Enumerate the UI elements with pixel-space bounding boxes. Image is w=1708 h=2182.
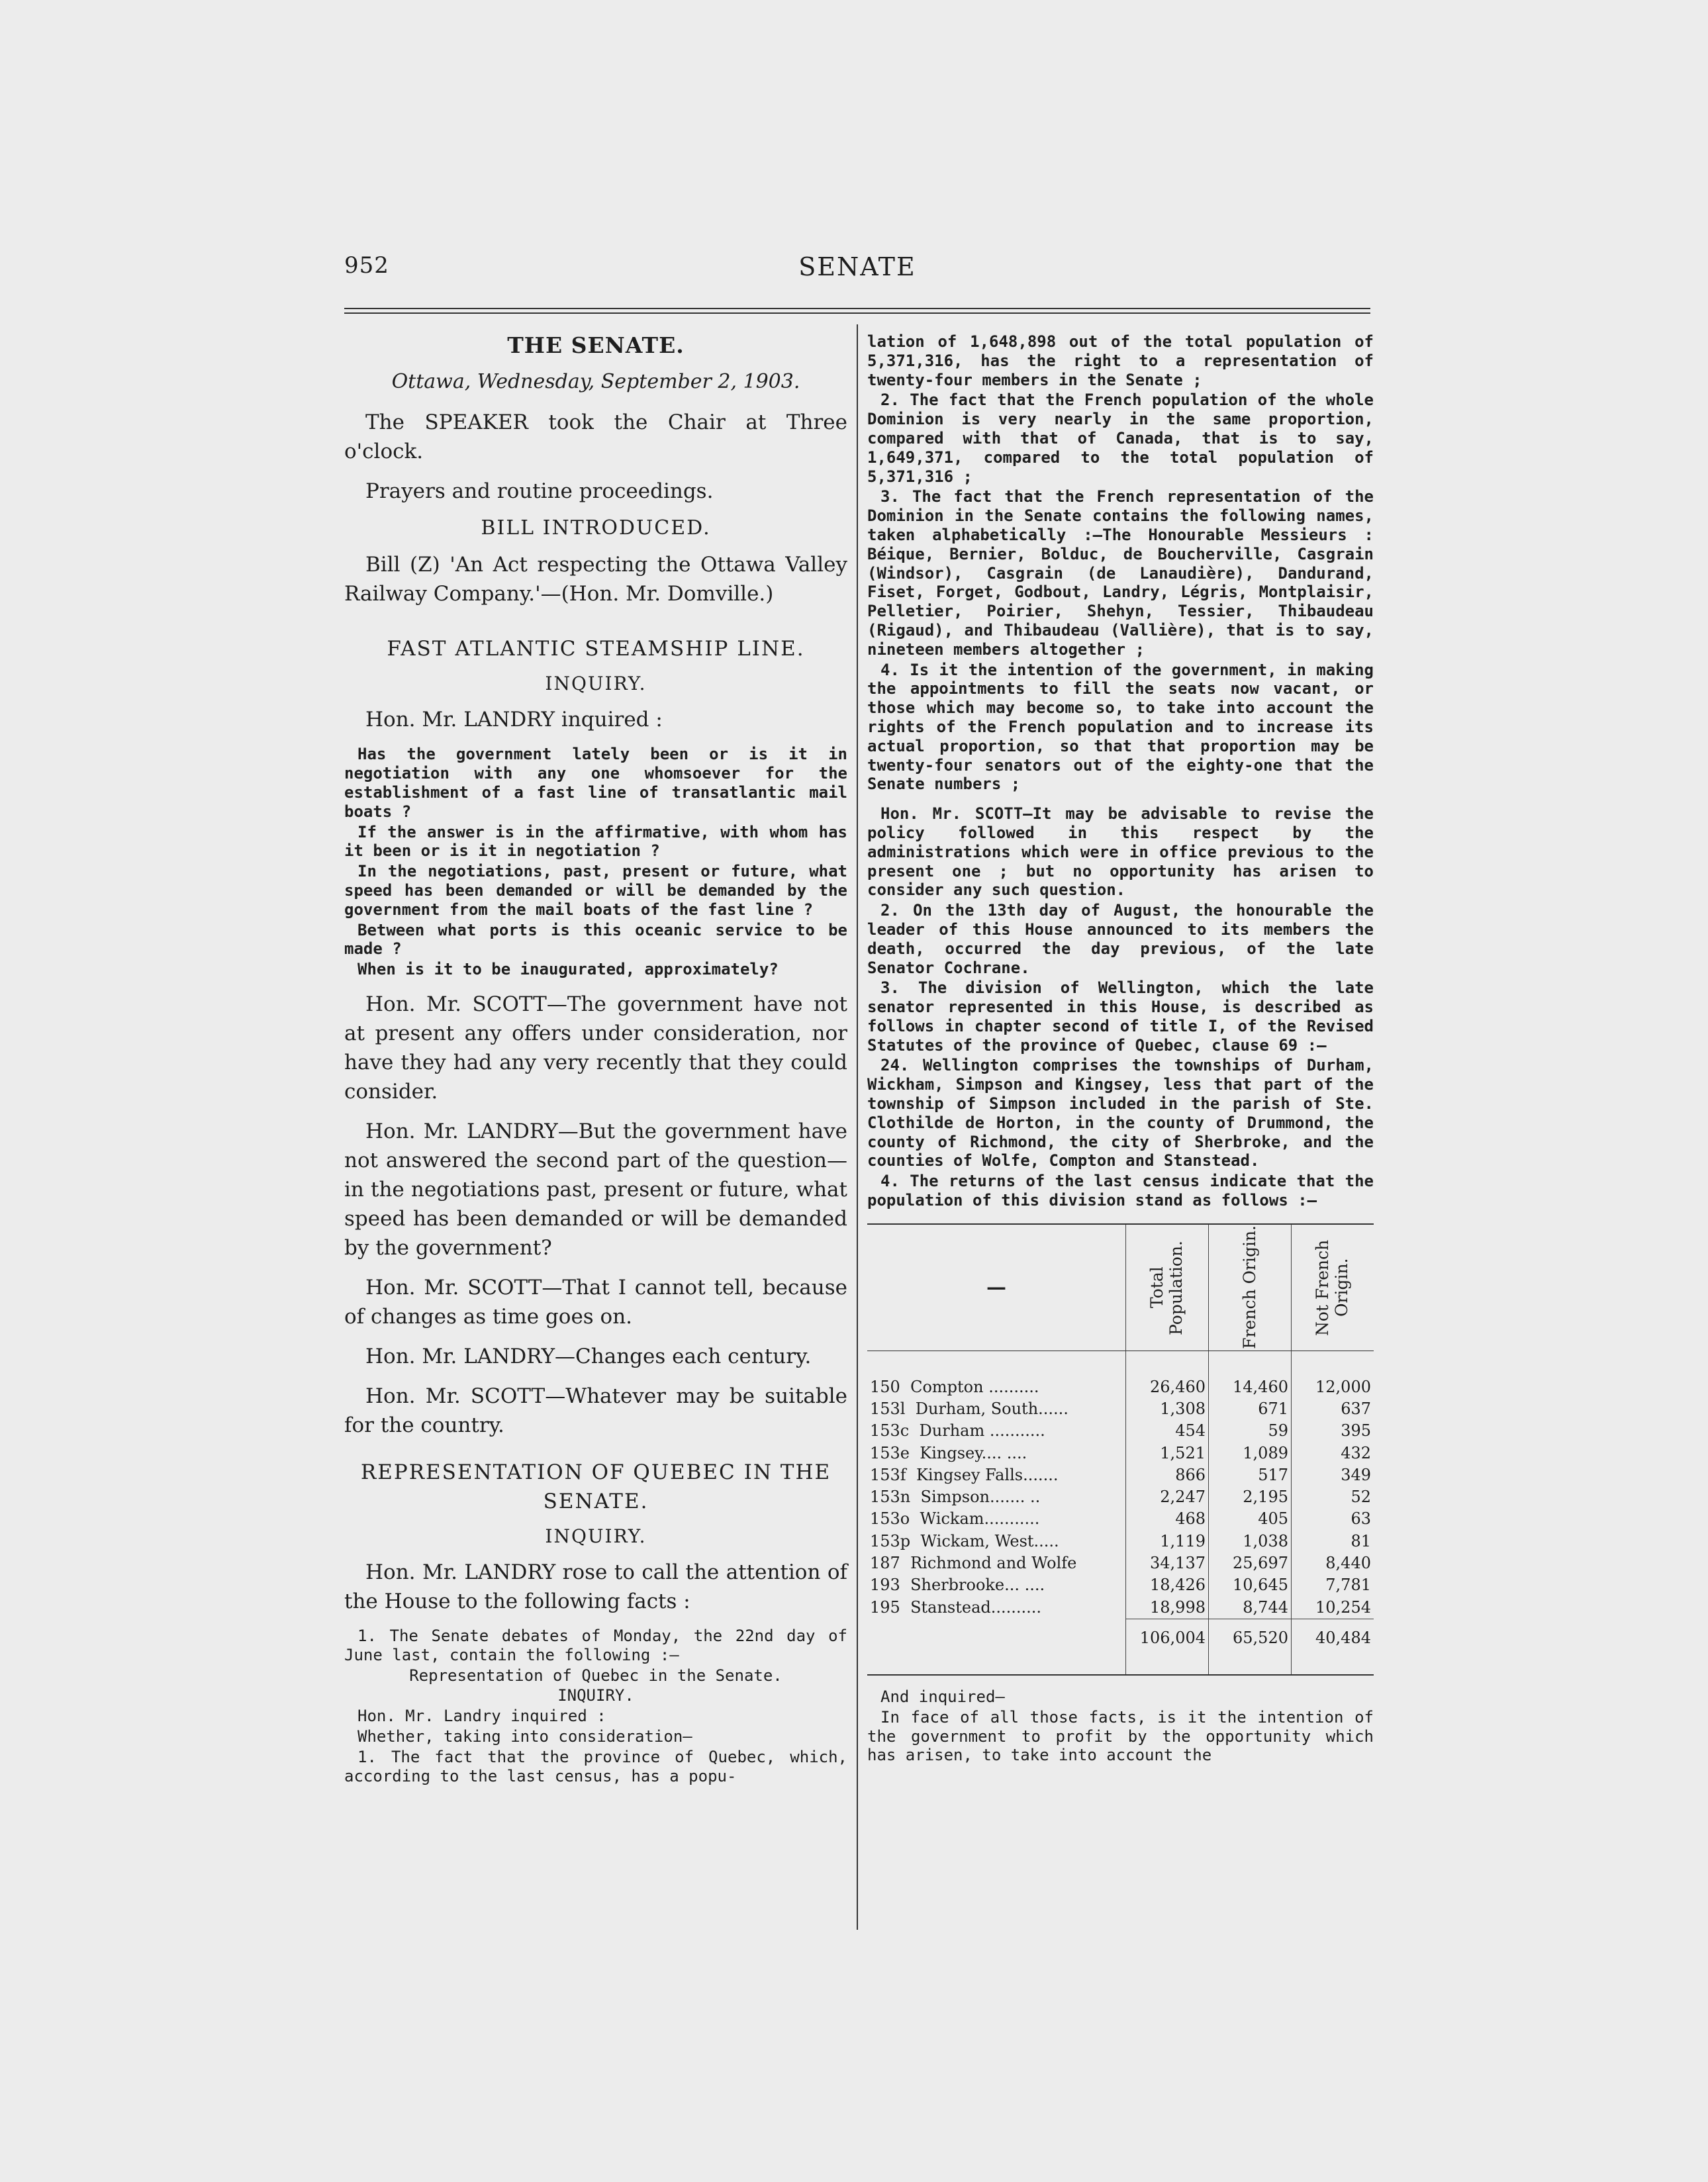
cell-french: 517 [1209,1464,1292,1486]
row-code: 195 [870,1597,900,1617]
bill-heading: BILL INTRODUCED. [481,516,711,540]
cell-not-french: 395 [1292,1420,1374,1442]
page-header [344,252,1370,285]
cell-total: 1,119 [1126,1531,1209,1552]
table-row [867,1552,1374,1574]
speaker-paragraph: The SPEAKER took the Chair at Three o'clock. [344,410,847,464]
fact-1: 1. The Senate debates of Monday, the 22nd day of June last, contain the following :— [344,1627,847,1664]
reply-point-2: 2. On the 13th day of August, the honourable the leader of this House announced to its members the death, occurred the day previous, of the late Senator Cochrane. [867,901,1374,977]
row-code: 153e [870,1443,910,1462]
cell-total: 1,521 [1126,1443,1209,1464]
table-total-row [867,1619,1374,1674]
question-3: In the negotiations, past, present or future, what speed has been demanded or will be demanded by the government from the mail boats of the fast line ? [344,862,847,919]
final-inquiry: In face of all those facts, is it the intention of the government to profit by the opportunity which has arisen, to take into account the [867,1707,1374,1765]
cell-name [867,1443,1126,1464]
cell-total: 34,137 [1126,1552,1209,1574]
cell-not-french: 637 [1292,1398,1374,1420]
cell-name [867,1464,1126,1486]
running-title: SENATE [798,252,916,281]
quoted-inquiry: INQUIRY. [557,1686,634,1705]
cell-not-french: 10,254 [1292,1597,1374,1619]
cell-name [867,1398,1126,1420]
left-column [344,332,847,1787]
table-row [867,1464,1374,1486]
table-bottom-rule [867,1674,1374,1676]
steamship-heading: FAST ATLANTIC STEAMSHIP LINE. [387,637,805,661]
cell-name [867,1420,1126,1442]
row-name: Sherbrooke... .... [910,1576,1045,1595]
row-name: Durham ........... [919,1421,1045,1441]
row-name: Richmond and Wolfe [910,1553,1077,1572]
cell-not-french: 12,000 [1292,1351,1374,1398]
fact-4: 4. Is it the intention of the government, in making the appointments to fill the seats now vacant, or those which may become so, to take into account the rights of the French population and to increase its actual proportion, so that that proportion may be twenty-four senators out of the eighty-one that the Senate numbers ; [867,660,1374,794]
right-column [867,332,1374,1766]
row-name: Durham, South...... [915,1399,1068,1419]
cell-not-french: 7,781 [1292,1574,1374,1596]
cell-french: 2,195 [1209,1486,1292,1508]
table-header-total: Total Population. [1126,1225,1209,1351]
and-inquired: And inquired— [880,1687,1005,1707]
cell-total: 26,460 [1126,1351,1209,1398]
scott-reply-3: Hon. Mr. SCOTT—Whatever may be suitable for the country. [344,1384,847,1438]
row-code: 153n [870,1488,911,1507]
cell-french: 59 [1209,1420,1292,1442]
landry-reply-3: Hon. Mr. LANDRY—Changes each century. [365,1345,812,1369]
cell-total: 454 [1126,1420,1209,1442]
cell-not-french: 349 [1292,1464,1374,1486]
reply-point-3: 3. The division of Wellington, which the late senator represented in this House, is described as follows in chapter second of title I, of the Revised Statutes of the province of Quebec, clause 69 :— [867,978,1374,1055]
scott-reply-2: Hon. Mr. SCOTT—That I cannot tell, because of changes as time goes on. [344,1276,847,1329]
row-code: 187 [870,1553,900,1572]
scott-reply-4: Hon. Mr. SCOTT—It may be advisable to revise the policy followed in this respect by the administrations which were in office previous to the present one ; but no opportunity has arisen to consider any such question. [867,804,1374,900]
cell-total-total: 106,004 [1126,1619,1209,1674]
cell-name [867,1552,1126,1574]
question-5: When is it to be inaugurated, approximately? [357,960,779,979]
header-rule-bottom [344,312,1370,314]
table-header-french: French Origin. [1209,1225,1292,1351]
row-name: Kingsey.... .... [920,1443,1027,1462]
row-code: 153f [870,1465,906,1484]
inquiry-label: INQUIRY. [545,673,647,695]
landry-inquired-quoted: Hon. Mr. Landry inquired : [357,1707,606,1726]
cell-name [867,1508,1126,1530]
cell-not-french: 63 [1292,1508,1374,1530]
cell-total: 1,308 [1126,1398,1209,1420]
cell-name [867,1486,1126,1508]
cell-not-french: 52 [1292,1486,1374,1508]
cell-total: 18,426 [1126,1574,1209,1596]
table-row [867,1443,1374,1464]
reply-point-4: 4. The returns of the last census indicate that the population of this division stand as follows :— [867,1172,1374,1210]
scott-reply-1: Hon. Mr. SCOTT—The government have not at present any offers under consideration, nor have they had any very recently that they could consider. [344,992,847,1104]
quebec-heading: REPRESENTATION OF QUEBEC IN THE SENATE. [360,1460,831,1513]
dateline: Ottawa, Wednesday, September 2, 1903. [391,370,800,393]
table-row [867,1574,1374,1596]
cell-total: 18,998 [1126,1597,1209,1619]
table-header-not-french: Not French Origin. [1292,1225,1374,1351]
landry-rose: Hon. Mr. LANDRY rose to call the attention of the House to the following facts : [344,1560,847,1614]
row-code: 150 [870,1377,900,1396]
table-header-blank: — [867,1225,1126,1351]
row-name: Simpson....... .. [920,1488,1041,1507]
cell-total-label [867,1619,1126,1674]
cell-french: 1,089 [1209,1443,1292,1464]
cell-french: 8,744 [1209,1597,1292,1619]
cell-french: 25,697 [1209,1552,1292,1574]
table-row [867,1531,1374,1552]
table-row [867,1420,1374,1442]
cell-french: 671 [1209,1398,1292,1420]
cell-french: 10,645 [1209,1574,1292,1596]
cell-not-french: 432 [1292,1443,1374,1464]
table-row [867,1486,1374,1508]
cell-name [867,1531,1126,1552]
fact-1-text: 1. The fact that the province of Quebec, which, according to the last census, has a popu- [344,1747,847,1785]
cell-not-french: 8,440 [1292,1552,1374,1574]
cell-name [867,1574,1126,1596]
cell-name [867,1597,1126,1619]
quoted-heading: Representation of Quebec in the Senate. [409,1666,783,1685]
question-1: Has the government lately been or is it in negotiation with any one whomsoever for the establishment of a fast line of transatlantic mail boats ? [344,745,847,821]
table-row [867,1597,1374,1619]
cell-french: 14,460 [1209,1351,1292,1398]
cell-french: 405 [1209,1508,1292,1530]
cell-total-not-french: 40,484 [1292,1619,1374,1674]
cell-french: 1,038 [1209,1531,1292,1552]
table-row [867,1398,1374,1420]
statute-clause-24: 24. Wellington comprises the townships of Durham, Wickham, Simpson and Kingsey, less that part of the township of Simpson included in the parish of Ste. Clothilde de Horton, in the county of Drummond, the county of Richmond, the city of Sherbroke, and the counties of Wolfe, Compton and Stanstead. [867,1056,1374,1170]
row-code: 153l [870,1399,906,1419]
continuation-text: lation of 1,648,898 out of the total population of 5,371,316, has the right to a representation of twenty-four members in the Senate ; [867,332,1374,389]
header-rule-top [344,308,1370,309]
cell-total: 866 [1126,1464,1209,1486]
landry-inquired: Hon. Mr. LANDRY inquired : [365,708,663,732]
column-divider [857,324,858,1930]
table-row [867,1508,1374,1530]
cell-name [867,1351,1126,1398]
section-title: THE SENATE. [507,332,685,358]
prayers-paragraph: Prayers and routine proceedings. [365,479,714,504]
row-code: 193 [870,1576,900,1595]
row-name: Wickam........... [920,1509,1040,1529]
question-2: If the answer is in the affirmative, with whom has it been or is it in negotiation ? [344,822,847,861]
row-name: Stanstead.......... [910,1597,1042,1617]
cell-total: 2,247 [1126,1486,1209,1508]
row-code: 153p [870,1531,911,1550]
cell-total: 468 [1126,1508,1209,1530]
fact-3: 3. The fact that the French representation of the Dominion in the Senate contains the following names, taken alphabetically :—The Honourable Messieurs : Béique, Bernier, Bolduc, de Boucherville, Casgrain (Windsor), Casgrain (de Lanaudière), Dandurand, Fiset, Forget, Godbout, Landry, Légris, Montplaisir, Pelletier, Poirier, Shehyn, Tessier, Thibaudeau (Rigaud), and Thibaudeau (Vallière), that is to say, nineteen members altogether ; [867,487,1374,659]
row-name: Compton .......... [910,1377,1039,1396]
whether-line: Whether, taking into consideration— [357,1727,692,1746]
row-name: Kingsey Falls....... [916,1465,1059,1484]
row-name: Wickam, West..... [920,1531,1059,1550]
row-code: 153o [870,1509,910,1529]
table-row [867,1351,1374,1398]
inquiry-label: INQUIRY. [545,1525,647,1548]
row-code: 153c [870,1421,910,1441]
cell-not-french: 81 [1292,1531,1374,1552]
cell-total-french: 65,520 [1209,1619,1292,1674]
fact-2: 2. The fact that the French population of the whole Dominion is very nearly in the same proportion, compared with that of Canada, that is to say, 1,649,371, compared to the total population of 5,371,316 ; [867,391,1374,486]
page-number: 952 [344,252,389,279]
population-table [867,1223,1374,1674]
bill-paragraph: Bill (Z) 'An Act respecting the Ottawa Valley Railway Company.'—(Hon. Mr. Domville.) [344,553,847,606]
landry-reply-2: Hon. Mr. LANDRY—But the government have not answered the second part of the question—in the negotiations past, present or future, what speed has been demanded or will be demanded by the government? [344,1119,847,1260]
question-4: Between what ports is this oceanic service to be made ? [344,920,847,959]
